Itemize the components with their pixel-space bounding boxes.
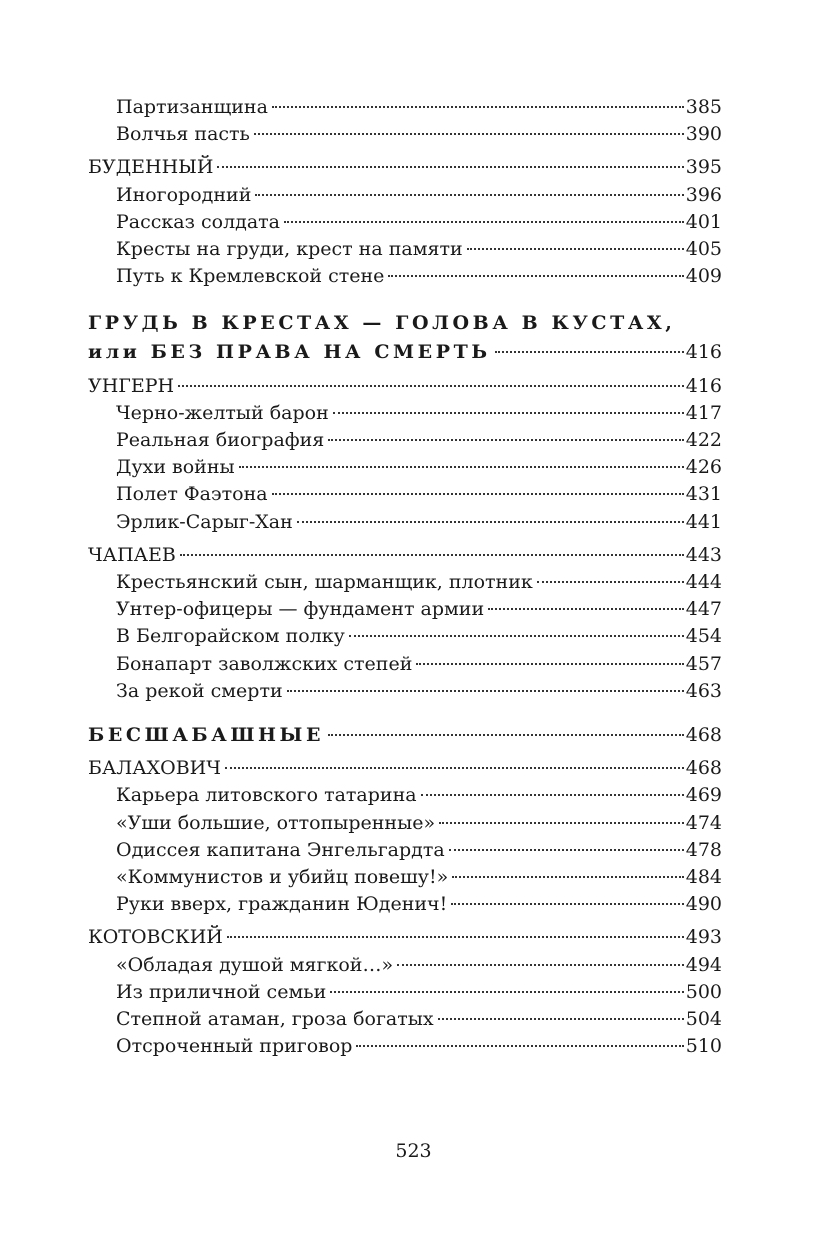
toc-part xyxy=(88,722,722,749)
entry-page-number: 443 xyxy=(685,543,722,566)
entry-title: «Уши большие, оттопыренные» xyxy=(116,811,436,834)
entry-title: Реальная биография xyxy=(116,429,325,452)
toc-subentry xyxy=(88,810,722,837)
dot-leader xyxy=(388,275,683,277)
dot-leader xyxy=(225,767,684,769)
section-spacer xyxy=(88,290,722,307)
toc-chapter xyxy=(88,154,722,181)
entry-title: Степной атаман, гроза богатых xyxy=(116,1008,434,1031)
dot-leader xyxy=(239,466,684,468)
toc-subentry xyxy=(88,651,722,678)
entry-page-number: 416 xyxy=(685,341,722,364)
toc-subentry xyxy=(88,1033,722,1060)
toc-subentry xyxy=(88,236,722,263)
toc-subentry xyxy=(88,182,722,209)
dot-leader xyxy=(297,521,684,523)
entry-title: «Обладая душой мягкой…» xyxy=(116,953,394,976)
entry-page-number: 417 xyxy=(685,401,722,424)
toc-subentry xyxy=(88,94,722,121)
dot-leader xyxy=(284,221,684,223)
entry-page-number: 405 xyxy=(685,238,722,261)
toc-chapter xyxy=(88,924,722,951)
entry-title: БАЛАХОВИЧ xyxy=(88,757,221,780)
toc-part-heading-line2 xyxy=(88,339,722,366)
table-of-contents xyxy=(88,94,722,1061)
entry-page-number: 494 xyxy=(685,953,722,976)
entry-page-number: 490 xyxy=(685,893,722,916)
entry-title: Из приличной семьи xyxy=(116,980,327,1003)
entry-page-number: 422 xyxy=(685,429,722,452)
toc-subentry xyxy=(88,678,722,705)
dot-leader xyxy=(452,876,684,878)
dot-leader xyxy=(356,1045,683,1047)
entry-title: В Белгорайском полку xyxy=(116,625,345,648)
entry-page-number: 510 xyxy=(685,1035,722,1058)
toc-subentry xyxy=(88,427,722,454)
toc-chapter xyxy=(88,542,722,569)
entry-page-number: 468 xyxy=(685,724,722,747)
entry-page-number: 444 xyxy=(685,571,722,594)
entry-page-number: 457 xyxy=(685,652,722,675)
entry-page-number: 441 xyxy=(685,510,722,533)
entry-title: УНГЕРН xyxy=(88,374,175,397)
toc-subentry xyxy=(88,209,722,236)
entry-page-number: 468 xyxy=(685,757,722,780)
dot-leader xyxy=(421,794,684,796)
entry-title: Унтер-офицеры — фундамент армии xyxy=(116,598,485,621)
entry-page-number: 396 xyxy=(685,183,722,206)
toc-part-heading-line1: ГРУДЬ В КРЕСТАХ — ГОЛОВА В КУСТАХ, xyxy=(88,312,676,335)
dot-leader xyxy=(227,936,684,938)
toc-subentry xyxy=(88,263,722,290)
entry-title: ЧАПАЕВ xyxy=(88,543,176,566)
dot-leader xyxy=(272,106,684,108)
entry-page-number: 426 xyxy=(685,456,722,479)
toc-chapter xyxy=(88,373,722,400)
toc-subentry xyxy=(88,782,722,809)
entry-title: или БЕЗ ПРАВА НА СМЕРТЬ xyxy=(88,341,491,364)
toc-chapter xyxy=(88,755,722,782)
entry-page-number: 447 xyxy=(685,598,722,621)
dot-leader xyxy=(349,635,684,637)
toc-subentry xyxy=(88,121,722,148)
entry-title: Руки вверх, гражданин Юденич! xyxy=(116,893,448,916)
dot-leader xyxy=(180,554,684,556)
toc-subentry xyxy=(88,864,722,891)
entry-title: КОТОВСКИЙ xyxy=(88,926,223,949)
entry-title: Эрлик-Сарыг-Хан xyxy=(116,510,293,533)
entry-page-number: 500 xyxy=(685,980,722,1003)
entry-title: Бонапарт заволжских степей xyxy=(116,652,413,675)
entry-page-number: 390 xyxy=(685,123,722,146)
entry-title: Волчья пасть xyxy=(116,123,250,146)
entry-title: БЕСШАБАШНЫЕ xyxy=(88,724,325,747)
dot-leader xyxy=(255,194,683,196)
entry-page-number: 504 xyxy=(685,1008,722,1031)
entry-title: БУДЕННЫЙ xyxy=(88,156,214,179)
entry-title: Отсроченный приговор xyxy=(116,1035,353,1058)
entry-title: Полет Фаэтона xyxy=(116,483,268,506)
entry-title: Рассказ солдата xyxy=(116,210,281,233)
dot-leader xyxy=(287,690,684,692)
dot-leader xyxy=(495,351,684,353)
entry-page-number: 409 xyxy=(685,265,722,288)
entry-title: «Коммунистов и убийц повешу!» xyxy=(116,866,449,889)
entry-page-number: 431 xyxy=(685,483,722,506)
dot-leader xyxy=(254,133,684,135)
entry-page-number: 454 xyxy=(685,625,722,648)
entry-page-number: 463 xyxy=(685,679,722,702)
entry-page-number: 478 xyxy=(685,838,722,861)
entry-page-number: 395 xyxy=(685,156,722,179)
toc-subentry xyxy=(88,979,722,1006)
entry-page-number: 493 xyxy=(685,926,722,949)
dot-leader xyxy=(537,581,684,583)
entry-page-number: 474 xyxy=(685,811,722,834)
entry-title: Партизанщина xyxy=(116,96,268,118)
toc-subentry xyxy=(88,596,722,623)
entry-page-number: 469 xyxy=(685,784,722,807)
toc-subentry xyxy=(88,481,722,508)
entry-page-number: 484 xyxy=(685,866,722,889)
entry-title: Кресты на груди, крест на памяти xyxy=(116,238,463,261)
entry-page-number: 416 xyxy=(685,374,722,397)
dot-leader xyxy=(488,608,684,610)
toc-subentry xyxy=(88,454,722,481)
dot-leader xyxy=(330,991,684,993)
page-number: 523 xyxy=(395,1140,432,1162)
entry-page-number: 401 xyxy=(685,210,722,233)
entry-title: Иногородний xyxy=(116,183,252,206)
entry-title: Крестьянский сын, шарманщик, плотник xyxy=(116,571,533,594)
dot-leader xyxy=(449,849,684,851)
entry-title: Карьера литовского татарина xyxy=(116,784,417,807)
dot-leader xyxy=(178,385,684,387)
dot-leader xyxy=(217,166,683,168)
dot-leader xyxy=(397,964,684,966)
toc-subentry xyxy=(88,569,722,596)
dot-leader xyxy=(416,663,683,665)
entry-page-number: 385 xyxy=(685,96,722,118)
toc-subentry xyxy=(88,623,722,650)
toc-subentry xyxy=(88,1006,722,1033)
dot-leader xyxy=(439,822,684,824)
dot-leader xyxy=(467,248,684,250)
toc-subentry xyxy=(88,952,722,979)
section-spacer xyxy=(88,705,722,722)
dot-leader xyxy=(328,439,683,441)
toc-subentry xyxy=(88,509,722,536)
toc-subentry xyxy=(88,400,722,427)
entry-title: Одиссея капитана Энгельгардта xyxy=(116,838,445,861)
dot-leader xyxy=(333,412,684,414)
dot-leader xyxy=(272,493,684,495)
dot-leader xyxy=(438,1018,684,1020)
entry-title: За рекой смерти xyxy=(116,679,283,702)
entry-title: Духи войны xyxy=(116,456,235,479)
entry-title: Путь к Кремлевской стене xyxy=(116,265,385,288)
entry-title: Черно-желтый барон xyxy=(116,401,329,424)
toc-subentry xyxy=(88,891,722,918)
dot-leader xyxy=(328,734,684,736)
toc-subentry xyxy=(88,837,722,864)
dot-leader xyxy=(451,903,683,905)
